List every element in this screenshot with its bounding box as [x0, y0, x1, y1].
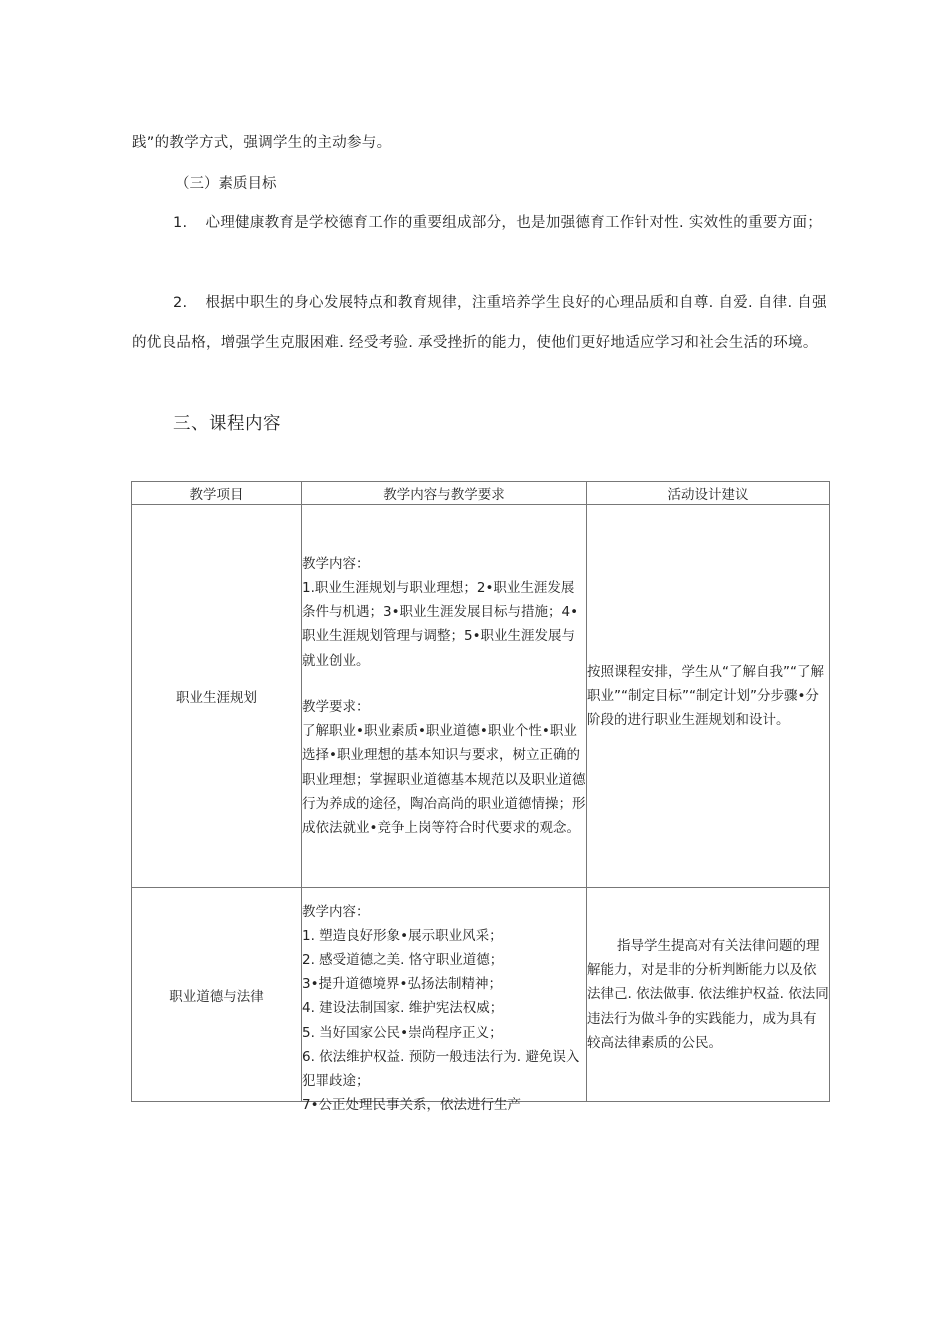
goal-2-number: 2. [173, 295, 188, 311]
quality-goal-1 [132, 203, 832, 243]
row-content-cell [302, 888, 587, 1114]
quality-goal-2 [132, 283, 832, 363]
goal-1-number: 1. [173, 215, 188, 231]
quality-goals-heading: （三）素质目标 [175, 176, 277, 192]
content-line: 5. 当好国家公民•崇尚程序正义； [302, 1024, 503, 1041]
header-content-requirements: 教学内容与教学要求 [302, 482, 587, 505]
content-line: 4. 建设法制国家. 维护宪法权威； [302, 1000, 504, 1017]
content-line: 3•提升道德境界•弘扬法制精神； [302, 976, 503, 993]
continued-paragraph: 践”的教学方式，强调学生的主动参与。 [132, 135, 392, 151]
row-activity-cell: 按照课程安排，学生从“了解自我”“了解职业”“制定目标”“制定计划”分步骤•分阶段的进行职业生涯规划和设计。 [587, 505, 830, 888]
content-line: 6. 依法维护权益. 预防一般违法行为. 避免误入犯罪歧途； [302, 1048, 580, 1089]
content-line: 2. 感受道德之美. 恪守职业道德； [302, 951, 504, 968]
row-activity-cell: 指导学生提高对有关法律问题的理解能力，对是非的分析判断能力以及依法律己. 依法做事. 依法维护权益. 依法同违法行为做斗争的实践能力，成为具有较高法律素质的公民。 [587, 888, 830, 1102]
content-label: 教学内容： [302, 555, 370, 572]
goal-1-text: 心理健康教育是学校德育工作的重要组成部分，也是加强德育工作针对性. 实效性的重要方面； [205, 215, 823, 231]
content-text: 1.职业生涯规划与职业理想；2•职业生涯发展条件与机遇；3•职业生涯发展目标与措施；4•职业生涯规划管理与调整；5•职业生涯发展与就业创业。 [302, 580, 579, 669]
table-row [132, 888, 830, 1102]
content-label: 教学内容： [302, 903, 370, 920]
requirement-text: 了解职业•职业素质•职业道德•职业个性•职业选择•职业理想的基本知识与要求，树立正确的职业理想；掌握职业道德基本规范以及职业道德行为养成的途径，陶冶高尚的职业道德情操；形成依法就业•竞争上岗等符合时代要求的观念。 [302, 723, 586, 836]
row-content-cell [302, 505, 587, 888]
table-row [132, 505, 830, 888]
course-content-heading: 三、课程内容 [173, 414, 281, 434]
header-activity-suggestions: 活动设计建议 [587, 482, 830, 505]
content-line: 1. 塑造良好形象•展示职业风采； [302, 927, 503, 944]
requirement-label: 教学要求： [302, 698, 370, 715]
goal-2-text: 根据中职生的身心发展特点和教育规律，注重培养学生良好的心理品质和自尊. 自爱. 自律. 自强的优良品格，增强学生克服困难. 经受考验. 承受挫折的能力，使他们更好地适应学习和社会生活的环境。 [132, 295, 827, 351]
content-line: 7•公正处理民事关系，依法进行生产 [302, 1097, 522, 1114]
row-item-career-planning: 职业生涯规划 [132, 505, 302, 888]
row-item-ethics-law: 职业道德与法律 [132, 888, 302, 1102]
table-header-row [132, 482, 830, 505]
course-content-table [131, 481, 830, 1114]
header-teaching-item: 教学项目 [132, 482, 302, 505]
